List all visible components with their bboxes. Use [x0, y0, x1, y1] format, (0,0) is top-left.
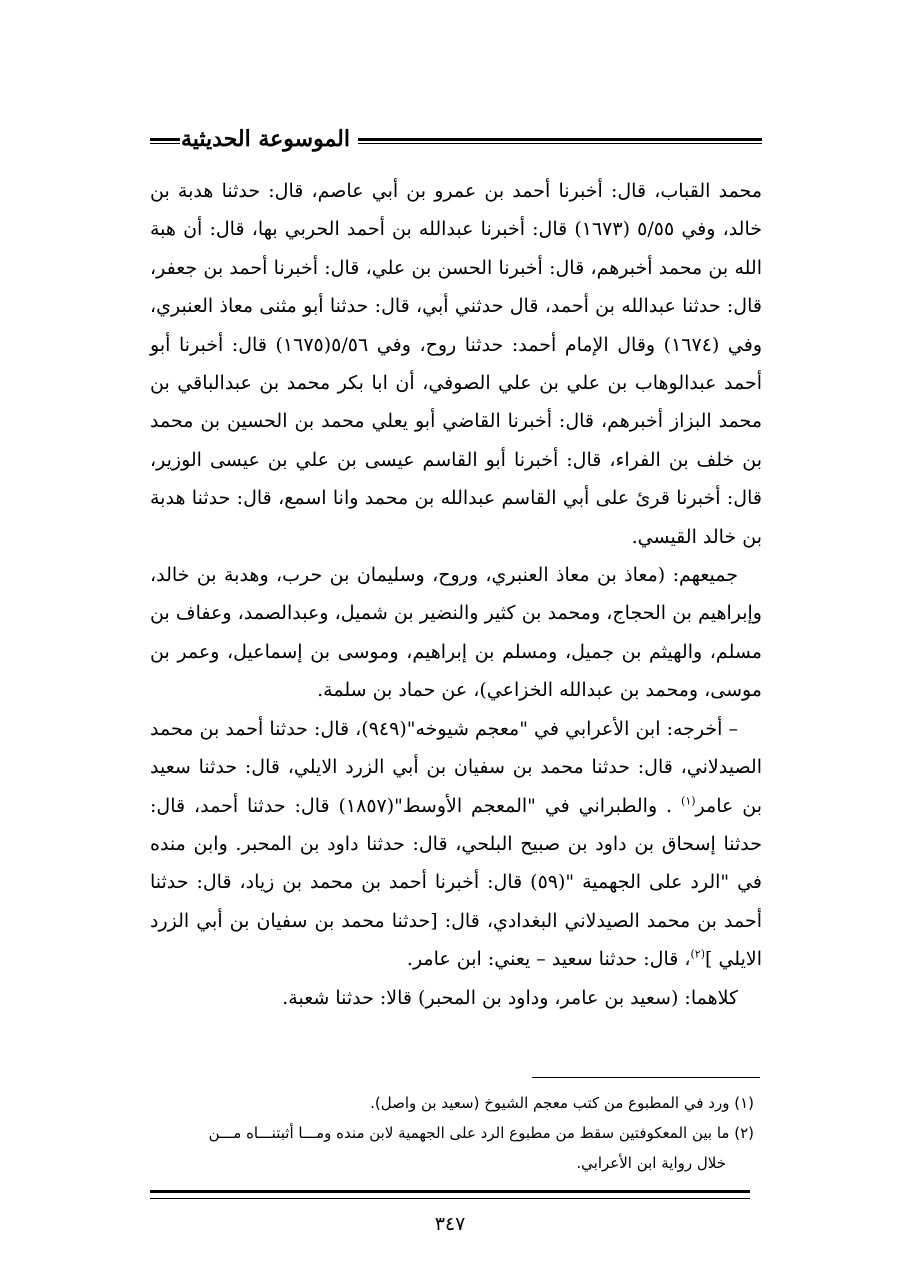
- paragraph-1: محمد القباب، قال: أخبرنا أحمد بن عمرو بن أبي عاصم، قال: حدثنا هدبة بن خالد، وفي ٥/٥٥ (١٦٧٣) قال: أخبرنا عبدالله بن أحمد الحربي بها، قال: أن هبة الله بن محمد أخبرهم، قال: أخبرنا الحسن بن علي، قال: أخبرنا أحمد بن جعفر، قال: حدثنا عبدالله بن أحمد، قال حدثني أبي، قال: حدثنا أبو مثنى معاذ العنبري، وفي (١٦٧٤) وقال الإمام أحمد: حدثنا روح، وفي ٥/٥٦(١٦٧٥) قال: أخبرنا أبو أحمد عبدالوهاب بن علي بن علي الصوفي، أن ابا بكر محمد بن عبدالباقي بن محمد البزاز أخبرهم، قال: أخبرنا القاضي أبو يعلي محمد بن الحسين بن محمد بن خلف بن الفراء، قال: أخبرنا أبو القاسم عيسى بن علي بن عيسى الوزير، قال: أخبرنا قرئ على أبي القاسم عبدالله بن محمد وانا اسمع، قال: حدثنا هدبة بن خالد القيسي.: [150, 180, 763, 548]
- footnote-ref-2: (٢): [690, 947, 706, 961]
- page-number: ٣٤٧: [434, 1213, 466, 1235]
- paragraph-2: جميعهم: (معاذ بن معاذ العنبري، وروح، وسليمان بن حرب، وهدبة بن خالد، وإبراهيم بن الحجاج، ومحمد بن كثير والنضير بن شميل، وعبدالصمد، وعفاف بن مسلم، والهيثم بن جميل، ومسلم بن إبراهيم، وموسى بن إسماعيل، وعمر بن موسى، ومحمد بن عبدالله الخزاعي)، عن حماد بن سلمة.: [150, 564, 762, 702]
- footnote-ref-1: (١): [681, 794, 696, 808]
- footnote-separator: [532, 1077, 760, 1078]
- header-title: الموسوعة الحديثية: [180, 126, 350, 152]
- footnote-2: (٢) ما بين المعكوفتين سقط من مطبوع الرد على الجهمية لابن منده ومـــا أثبتنـــاه مـــن: [208, 1124, 754, 1142]
- bottom-rule: [150, 1190, 750, 1199]
- paragraph-3-end: ، قال: حدثنا سعيد – يعني: ابن عامر.: [406, 948, 691, 971]
- paragraph-4: كلاهما: (سعيد بن عامر، وداود بن المحبر) قالا: حدثنا شعبة.: [282, 986, 738, 1009]
- paragraph-3-start: – أخرجه: ابن الأعرابي في "معجم شيوخه"(٩٤٩)، قال: حدثنا أحمد بن محمد الصيدلاني، قال: حدثنا محمد بن سفيان بن أبي الزرد الايلي، قال: حدثنا سعيد بن عامر: [150, 717, 763, 817]
- main-text: [150, 172, 762, 1017]
- header-rule-right: [358, 138, 762, 144]
- paragraph-3: [150, 710, 762, 979]
- running-header: [150, 124, 762, 164]
- footnote-2-continuation: خلال رواية ابن الأعرابي.: [576, 1154, 726, 1172]
- paragraph-3-middle: . والطبراني في "المعجم الأوسط"(١٨٥٧) قال: حدثنا أحمد، قال: حدثنا إسحاق بن داود بن صبيح البلحي، قال: حدثنا داود بن المحبر. وابن منده في "الرد على الجهمية "(٥٩) قال: أخبرنا أحمد بن محمد بن زياد، قال: حدثنا أحمد بن محمد الصيدلاني البغدادي، قال: [حدثنا محمد بن سفيان بن أبي الزرد الايلي ]: [150, 794, 762, 971]
- footnotes: [150, 1088, 762, 1178]
- header-rule-left: [150, 138, 180, 144]
- footnote-1: (١) ورد في المطبوع من كتب معجم الشيوخ (سعيد بن واصل).: [370, 1094, 754, 1112]
